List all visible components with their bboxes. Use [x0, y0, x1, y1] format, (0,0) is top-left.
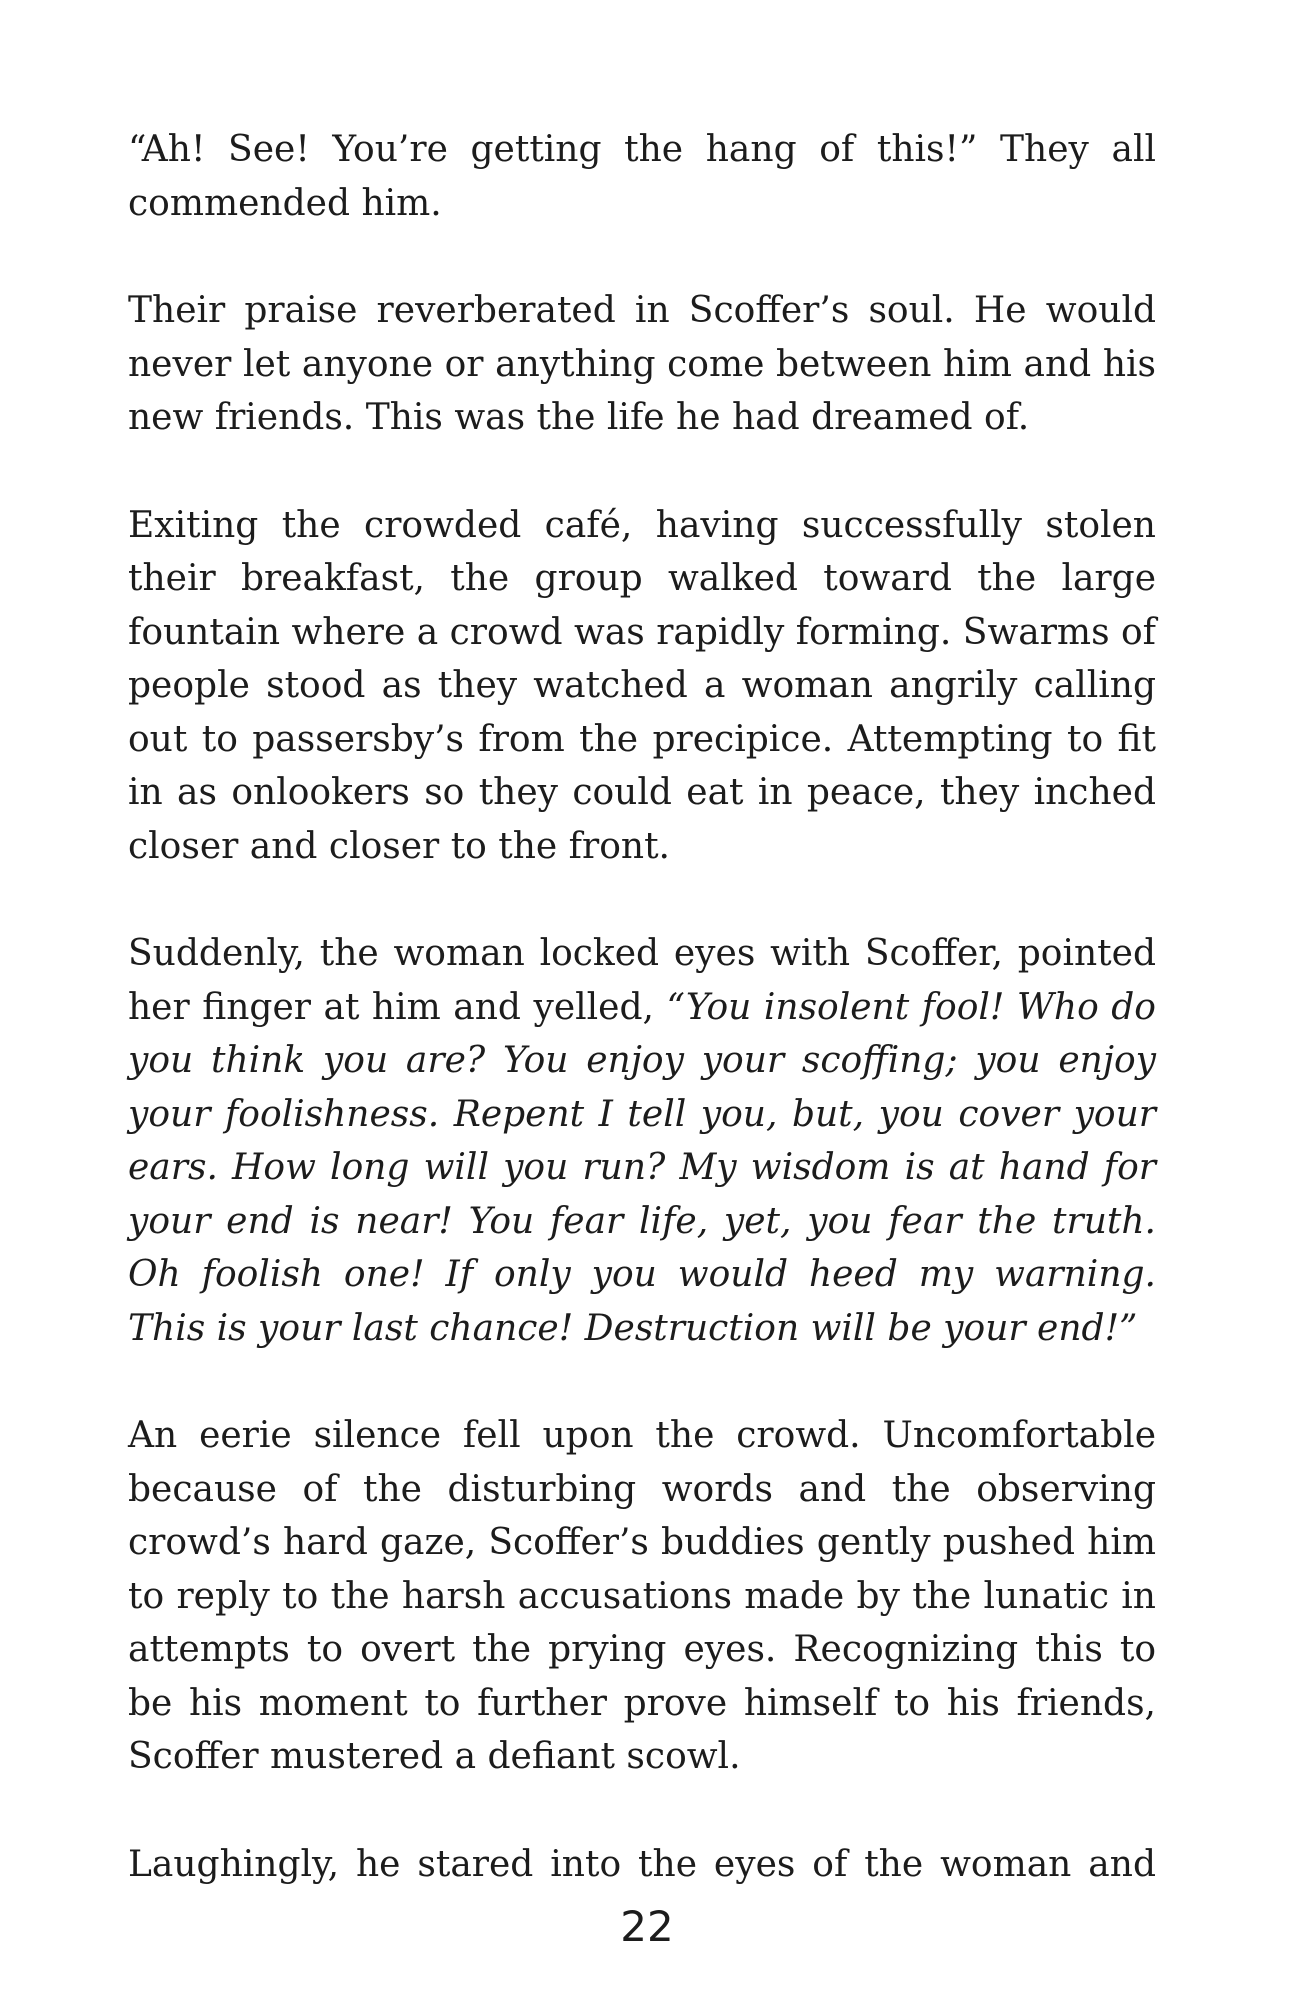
- paragraph-1: “Ah! See! You’re getting the hang of this!” They all commended him.: [128, 129, 1156, 224]
- paragraph-4: [128, 927, 1156, 1355]
- paragraph-2: Their praise reverberated in Scoffer’s soul. He would never let anyone or anything come between him and his new friends. This was the life he had dreamed of.: [128, 290, 1156, 438]
- page-body: [128, 123, 1156, 1891]
- paragraph-5: An eerie silence fell upon the crowd. Uncomfortable because of the disturbing words and the observing crowd’s hard gaze, Scoffer’s buddies gently pushed him to reply to the harsh accusations made by the lunatic in attempts to overt the prying eyes. Recognizing this to be his moment to further prove himself to his friends, Scoffer mustered a defiant scowl.: [128, 1415, 1156, 1777]
- paragraph-6: Laughingly, he stared into the eyes of the woman and: [128, 1843, 1156, 1885]
- page-number: 22: [620, 1902, 674, 1951]
- paragraph-4-quote: “You insolent fool! Who do you think you are? You enjoy your scoffing; you enjoy your foolishness. Repent I tell you, but, you cover your ears. How long will you run? My wisdom is at hand for your end is near! You fear life, yet, you fear the truth. Oh foolish one! If only you would heed my warning. This is your last chance! Destruction will be your end!”: [128, 986, 1156, 1349]
- paragraph-4-lead: Suddenly, the woman locked eyes with Scoffer, pointed her finger at him and yelled,: [128, 933, 1156, 1028]
- paragraph-3: Exiting the crowded café, having successfully stolen their breakfast, the group walked toward the large fountain where a crowd was rapidly forming. Swarms of people stood as they watched a woman angrily calling out to passersby’s from the precipice. Attempting to fit in as onlookers so they could eat in peace, they inched closer and closer to the front.: [128, 504, 1156, 867]
